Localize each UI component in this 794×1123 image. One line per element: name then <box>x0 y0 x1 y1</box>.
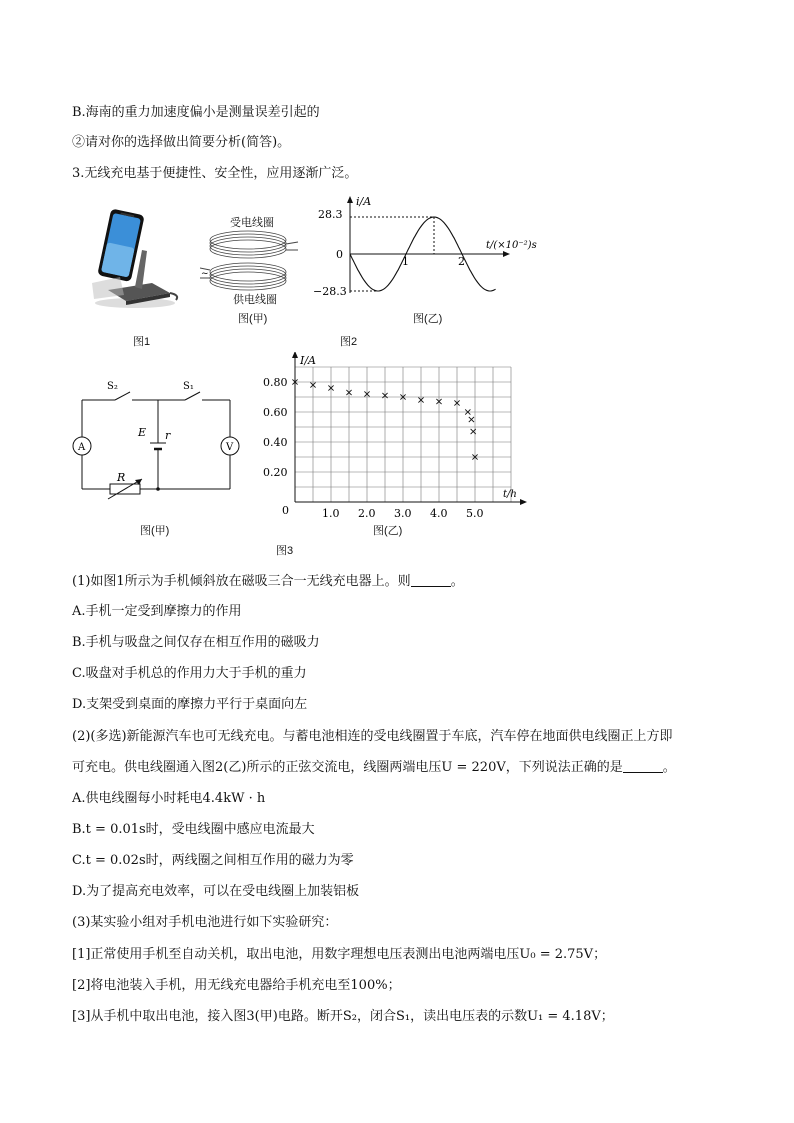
question-2-stem-line2 <box>72 758 676 778</box>
it-xtick: 1.0 <box>322 507 340 520</box>
fig2-caption: 图2 <box>340 336 358 348</box>
it-ytick: 0.40 <box>263 436 288 449</box>
fig3-yi-caption: 图(乙) <box>373 525 403 537</box>
q3-step-1: [1]正常使用手机至自动关机，取出电池，用数字理想电压表测出电池两端电压U₀ = 2.75V； <box>72 947 607 962</box>
sine-xtick-1: 1 <box>402 255 409 268</box>
question-2-stem-line1: (2)(多选)新能源汽车也可无线充电。与蓄电池相连的受电线圈置于车底，汽车停在地面供电线圈正上方即 <box>72 729 673 744</box>
it-xtick: 3.0 <box>394 507 412 520</box>
q3-step-3: [3]从手机中取出电池，接入图3(甲)电路。断开S₂，闭合S₁，读出电压表的示数U₁ = 4.18V； <box>72 1009 614 1024</box>
it-x-arrow <box>520 499 527 505</box>
q2-option-d: D.为了提高充电效率，可以在受电线圈上加装铝板 <box>72 884 360 899</box>
voltmeter-label: V <box>226 442 234 453</box>
it-xtick: 2.0 <box>358 507 376 520</box>
it-y-label: I/A <box>300 354 316 367</box>
q2-option-c: C.t = 0.02s时，两线圈之间相互作用的磁力为零 <box>72 853 354 868</box>
text-line-option-b: B.海南的重力加速度偏小是测量误差引起的 <box>72 105 320 120</box>
it-origin-label: 0 <box>282 504 289 517</box>
question-3-stem: (3)某实验小组对手机电池进行如下实验研究： <box>72 915 338 930</box>
q1-answer-blank[interactable] <box>411 572 451 587</box>
sine-ytick-top: 28.3 <box>318 208 343 221</box>
it-xtick: 5.0 <box>466 507 484 520</box>
q1-text: (1)如图1所示为手机倾斜放在磁吸三合一无线充电器上。则 <box>72 574 411 589</box>
fig2-yi-caption: 图(乙) <box>413 313 443 325</box>
sine-xtick-2: 2 <box>458 255 465 268</box>
svg-text:~: ~ <box>201 269 209 279</box>
q1-option-c: C.吸盘对手机总的作用力大于手机的重力 <box>72 666 307 681</box>
switch-s2-label: S₂ <box>107 381 118 392</box>
fig3-jia-caption: 图(甲) <box>140 525 170 537</box>
it-ytick: 0.80 <box>263 376 288 389</box>
fig1-caption: 图1 <box>133 336 151 348</box>
emf-label: E <box>138 426 147 439</box>
sine-x-arrow <box>503 251 510 257</box>
it-marks <box>263 376 484 520</box>
it-y-arrow <box>292 352 298 358</box>
phone-charger-illustration <box>80 205 190 310</box>
fig3-caption: 图3 <box>276 545 294 557</box>
it-grid <box>292 352 527 505</box>
supply-coil-label: 供电线圈 <box>233 294 277 306</box>
internal-resistance-label: r <box>165 429 171 442</box>
q1-option-d: D.支架受到桌面的摩擦力平行于桌面向左 <box>72 697 308 712</box>
ammeter-label: A <box>78 442 86 453</box>
q2-end: 。 <box>662 760 676 775</box>
q2-text: 可充电。供电线圈通入图2(乙)所示的正弦交流电，线圈两端电压U = 220V，下列说法正确的是 <box>72 760 623 775</box>
fig2-jia-caption: 图(甲) <box>238 313 268 325</box>
q2-answer-blank[interactable] <box>623 758 663 773</box>
switch-s1-label: S₁ <box>183 381 194 392</box>
it-xtick: 4.0 <box>430 507 448 520</box>
q3-step-2: [2]将电池装入手机，用无线充电器给手机充电至100%； <box>72 978 401 993</box>
question-3-title: 3.无线充电基于便捷性、安全性，应用逐渐广泛。 <box>72 166 358 181</box>
text-line-analysis: ②请对你的选择做出简要分析(简答)。 <box>72 135 291 150</box>
sine-y-arrow <box>347 196 353 203</box>
q1-end: 。 <box>450 574 464 589</box>
current-sine-chart <box>310 193 560 303</box>
q1-option-a: A.手机一定受到摩擦力的作用 <box>72 604 242 619</box>
sine-x-label: t/(×10⁻²)s <box>486 240 537 251</box>
q1-option-b: B.手机与吸盘之间仅存在相互作用的磁吸力 <box>72 635 320 650</box>
sine-ytick-zero: 0 <box>336 248 343 261</box>
sine-ytick-bottom: −28.3 <box>313 285 347 298</box>
it-ytick: 0.20 <box>263 466 288 479</box>
it-ytick: 0.60 <box>263 406 288 419</box>
circuit-diagram <box>70 375 245 500</box>
it-x-label: t/h <box>503 489 517 500</box>
q2-option-b: B.t = 0.01s时，受电线圈中感应电流最大 <box>72 822 315 837</box>
sine-y-label: i/A <box>356 195 372 208</box>
receiving-coil-label: 受电线圈 <box>230 217 274 229</box>
q2-option-a: A.供电线圈每小时耗电4.4kW · h <box>72 791 266 806</box>
it-data-point <box>469 417 474 422</box>
question-1-stem <box>72 572 464 592</box>
current-time-chart <box>262 352 532 522</box>
resistor-label: R <box>117 471 126 484</box>
